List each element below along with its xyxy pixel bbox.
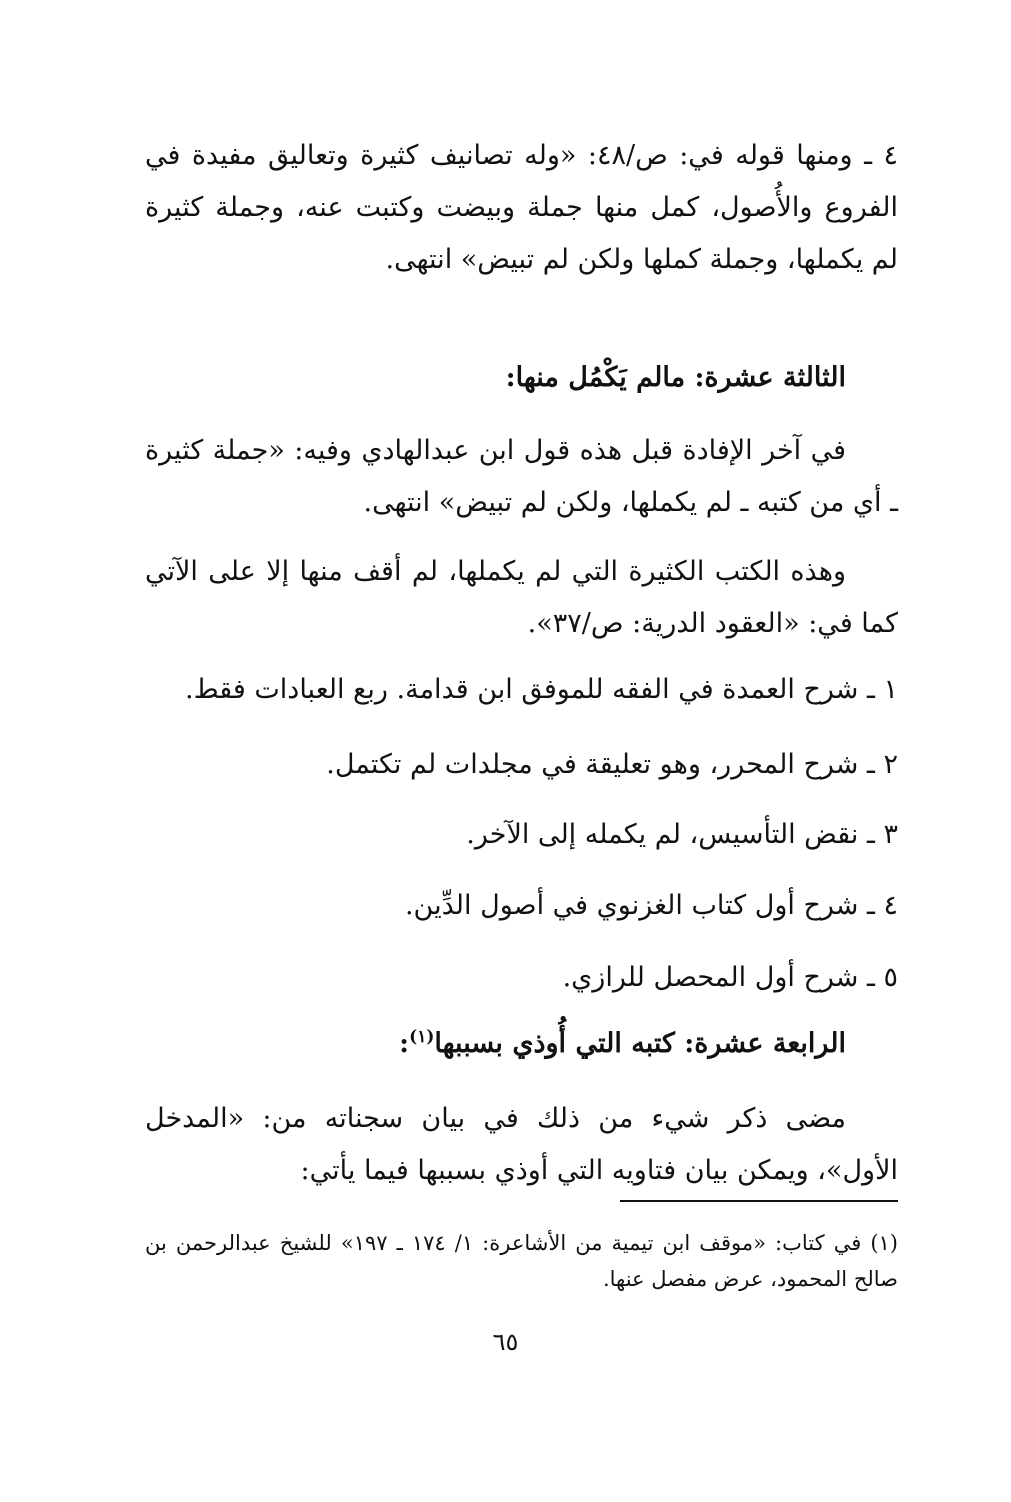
section-heading-14-text: الرابعة عشرة: كتبه التي أُوذي بسببها — [434, 1028, 846, 1059]
paragraph-incomplete-books: وهذه الكتب الكثيرة التي لم يكملها، لم أقف منها إلا على الآتي كما في: «العقود الدرية: ص/٣٧». — [145, 556, 898, 639]
paragraph-imprisonments: مضى ذكر شيء من ذلك في بيان سجناته من: «المدخل الأول»، ويمكن بيان فتاويه التي أوذي بسببها فيما يأتي: — [145, 1103, 898, 1186]
section-heading-14 — [399, 1018, 846, 1070]
page-number: ٦٥ — [492, 1328, 519, 1356]
section-heading-13: الثالثة عشرة: مالم يَكْمُل منها: — [505, 362, 846, 393]
list-item-1: ١ ـ شرح العمدة في الفقه للموفق ابن قدامة. ربع العبادات فقط. — [185, 674, 898, 705]
paragraph-ifada: في آخر الإفادة قبل هذه قول ابن عبدالهادي وفيه: «جملة كثيرة ـ أي من كتبه ـ لم يكملها، ولكن لم تبيض» انتهى. — [145, 435, 898, 518]
item-4-intro-paragraph: ٤ ـ ومنها قوله في: ص/٤٨: «وله تصانيف كثيرة وتعاليق مفيدة في الفروع والأُصول، كمل منها جملة وبيضت وكتبت عنه، وجملة كثيرة لم يكملها، وجملة كملها ولكن لم تبيض» انتهى. — [145, 140, 898, 275]
list-item-3: ٣ ـ نقض التأسيس، لم يكمله إلى الآخر. — [466, 819, 898, 850]
footnote-separator — [620, 1200, 898, 1202]
footnote-1: (١) في كتاب: «موقف ابن تيمية من الأشاعرة: ١/ ١٧٤ ـ ١٩٧» للشيخ عبدالرحمن بن صالح المحمود، عرض مفصل عنها. — [145, 1231, 898, 1291]
list-item-4: ٤ ـ شرح أول كتاب الغزنوي في أصول الدِّين. — [404, 890, 898, 921]
footnote-reference-mark: (١) — [409, 1027, 435, 1047]
section-heading-14-colon: : — [399, 1028, 410, 1059]
list-item-5: ٥ ـ شرح أول المحصل للرازي. — [562, 962, 898, 993]
list-item-2: ٢ ـ شرح المحرر، وهو تعليقة في مجلدات لم تكتمل. — [326, 749, 898, 780]
